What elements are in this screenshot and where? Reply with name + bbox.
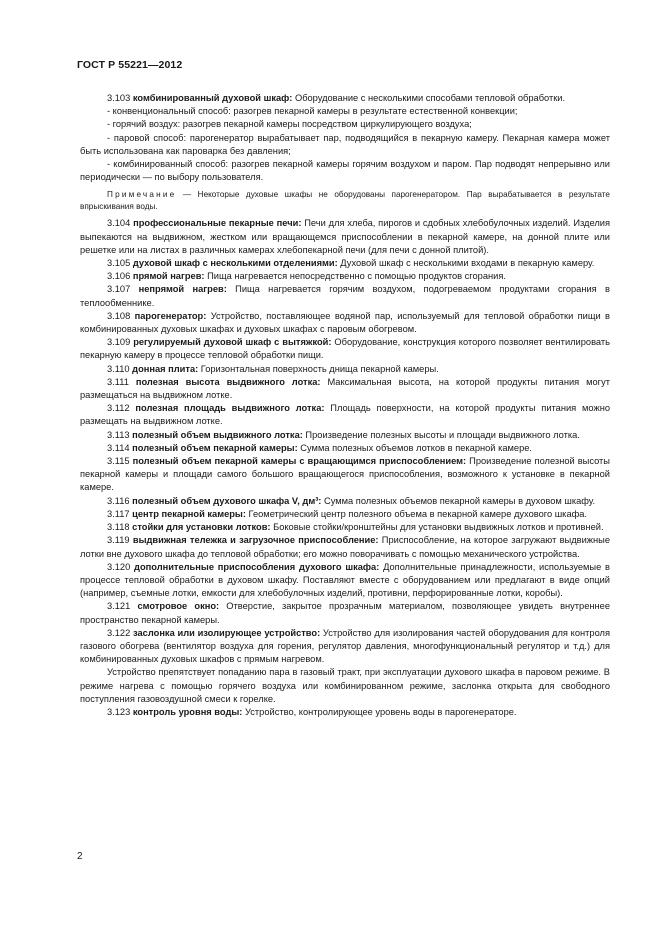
- definition-number: 3.110: [107, 363, 130, 374]
- definition-text: Пища нагревается горячим воздухом, подогреваемом продуктами сгорания в теплообменнике.: [80, 284, 610, 308]
- definition-term: профессиональные пекарные печи:: [133, 218, 302, 229]
- definition-text: Печи для хлеба, пирогов и сдобных хлебобулочных изделий. Изделия выпекаются на выдвижном, жестком или вращающемся приспособлении в пекарной камере, на донной плите или решетке или на листах в различных камерах хлебопекарной печи (для печи с донной плитой).: [80, 218, 610, 255]
- definition-term: духовой шкаф с несколькими отделениями:: [132, 258, 338, 269]
- note: [80, 189, 610, 213]
- definition-entry: [80, 217, 610, 257]
- definition-text: Оборудование с несколькими способами тепловой обработки.: [292, 93, 566, 103]
- definition-term: смотровое окно:: [137, 601, 220, 612]
- definition-text: Сумма полезных объемов пекарной камеры в духовом шкафу.: [321, 495, 596, 506]
- definition-entry: [80, 455, 610, 495]
- document-body: [80, 92, 610, 719]
- definition-entry: [80, 627, 610, 667]
- definition-number: 3.122: [107, 627, 131, 638]
- definition-number: 3.106: [107, 271, 131, 282]
- definition-number: 3.112: [107, 403, 130, 414]
- definition-entry: [80, 429, 610, 442]
- definition-text: Духовой шкаф с несколькими входами в пекарную камеру.: [337, 258, 595, 269]
- definition-text: Дополнительные принадлежности, используемые в процессе тепловой обработки в духовом шкафу. Поставляют вместе с оборудованием или предлагают в виде опций (например, съемные лотки, емкости для хлебобулочных изделий, противни, перфорированные лотки, коробы).: [80, 561, 610, 599]
- note-text: — Некоторые духовые шкафы не оборудованы парогенератором. Пар вырабатывается в результате впрыскивания воды.: [80, 190, 610, 212]
- definition-entry: [80, 257, 610, 270]
- list-item: - паровой способ: парогенератор вырабатывает пар, подводящийся в пекарную камеру. Пекарная камера может быть использована как пароварка без давления;: [80, 132, 610, 156]
- list-item: - горячий воздух: разогрев пекарной камеры посредством циркулирующего воздуха;: [107, 119, 472, 130]
- definition-entry: [80, 534, 610, 560]
- definition-3103: [80, 92, 610, 105]
- definition-number: 3.116: [107, 495, 130, 506]
- definition-term: прямой нагрев:: [132, 271, 205, 282]
- definition-entry: [80, 270, 610, 283]
- definition-text: Отверстие, закрытое прозрачным материалом, позволяющее увидеть внутреннее пространство пекарной камеры.: [80, 601, 611, 625]
- paragraph-3122-continuation: Устройство препятствует попаданию пара в газовый тракт, при эксплуатации духового шкафа в паровом режиме. В режиме нагрева с помощью горячего воздуха или комбинированном режиме, заслонка открыта для свободного поступления газовоздушной смеси к горелке.: [80, 667, 610, 704]
- definition-entry: [80, 376, 610, 402]
- definition-text: Максимальная высота, на которой продукты питания могут размещаться на выдвижном лотке.: [80, 376, 610, 401]
- definition-number: 3.108: [107, 310, 131, 321]
- definition-term: комбинированный духовой шкаф:: [132, 93, 293, 103]
- definition-text: Сумма полезных объемов лотков в пекарной камере.: [297, 442, 533, 453]
- definition-entry: [80, 521, 610, 534]
- definition-term: полезный объем выдвижного лотка:: [132, 429, 303, 440]
- note-label: Примечание: [107, 190, 177, 200]
- definition-entry: [80, 283, 610, 309]
- definition-text: Произведение полезной высоты пекарной камеры и площади самого большого вращающегося приспособления, возможного к установке в пекарной камере.: [80, 456, 610, 493]
- definition-term: полезная площадь выдвижного лотка:: [135, 403, 325, 414]
- definition-number: 3.118: [107, 522, 130, 533]
- definition-text: Приспособление, на которое загружают выдвижные лотки вне духового шкафа до тепловой обработки; его можно поворачивать с помощью механического устройства.: [80, 535, 610, 559]
- definition-entry: [80, 310, 610, 336]
- definition-term: заслонка или изолирующее устройство:: [133, 627, 321, 638]
- definition-entry: [80, 402, 610, 428]
- definition-number: 3.119: [107, 535, 130, 546]
- definition-number: 3.115: [107, 456, 130, 467]
- definition-text: Произведение полезных высоты и площади выдвижного лотка.: [302, 429, 580, 440]
- definition-term: полезная высота выдвижного лотка:: [135, 376, 321, 387]
- definition-text: Оборудование, конструкция которого позволяет вентилировать пекарную камеру в процессе тепловой обработки пищи.: [80, 337, 610, 361]
- definition-entry: [80, 442, 610, 455]
- definition-number: 3.105: [107, 258, 131, 269]
- definition-entry: [80, 336, 610, 362]
- definition-number: 3.109: [107, 337, 131, 348]
- definition-3123: [80, 706, 610, 719]
- definition-term: контроль уровня воды:: [132, 706, 243, 717]
- definition-text: Устройство для изолирования частей оборудования для контроля газового обогрева (вентилятор воздуха для горения, регулятор давления, многофункциональный регулятор и т.д.) для комбинированных духовых шкафов с прямым нагревом.: [80, 627, 610, 665]
- definition-term: непрямой нагрев:: [138, 284, 227, 295]
- definition-text: Площадь поверхности, на которой продукты питания можно размещать на выдвижном лотке.: [80, 403, 610, 427]
- definition-term: донная плита:: [132, 363, 199, 374]
- definition-number: 3.111: [107, 376, 129, 387]
- definition-number: 3.104: [107, 218, 131, 229]
- definition-text: Устройство, поставляющее водяной пар, используемый для тепловой обработки пищи в комбинированных духовых шкафах и духовых шкафах с паровым обогревом.: [80, 310, 611, 335]
- definition-number: 3.123: [107, 706, 131, 717]
- definition-term: выдвижная тележка и загрузочное приспособление:: [132, 535, 379, 546]
- definition-entry: [80, 561, 610, 601]
- definition-number: 3.113: [107, 429, 130, 440]
- list-item: - комбинированный способ: разогрев пекарной камеры горячим воздухом и паром. Пар подводят непрерывно или периодически — по выбору пользователя.: [80, 159, 610, 183]
- definitions-list: [80, 217, 610, 666]
- definition-number: 3.117: [107, 508, 130, 519]
- definition-number: 3.121: [107, 601, 131, 612]
- definition-entry: [80, 508, 610, 521]
- definition-term: полезный объем духового шкафа V, дм³:: [132, 495, 322, 506]
- definition-text: Боковые стойки/кронштейны для установки выдвижных лотков и противней.: [270, 522, 604, 533]
- list-item: - конвенциональный способ: разогрев пекарной камеры в результате естественной конвекции;: [107, 106, 518, 117]
- definition-term: полезный объем пекарной камеры с вращающимся приспособлением:: [132, 456, 467, 467]
- definition-text: Горизонтальная поверхность днища пекарной камеры.: [198, 363, 439, 374]
- definition-entry: [80, 600, 610, 626]
- definition-text: Геометрический центр полезного объема в пекарной камере духового шкафа.: [245, 508, 588, 519]
- definition-number: 3.107: [107, 284, 131, 295]
- definition-term: полезный объем пекарной камеры:: [132, 442, 298, 453]
- definition-term: центр пекарной камеры:: [132, 508, 246, 519]
- definition-text: Устройство, контролирующее уровень воды в парогенераторе.: [242, 706, 517, 717]
- document-header: ГОСТ Р 55221—2012: [77, 59, 183, 71]
- definition-entry: [80, 363, 610, 376]
- definition-text: Пища нагревается непосредственно с помощью продуктов сгорания.: [204, 271, 506, 282]
- definition-term: регулируемый духовой шкаф с вытяжкой:: [133, 337, 332, 348]
- definition-number: 3.114: [107, 442, 130, 453]
- page-number: 2: [77, 851, 83, 862]
- definition-entry: [80, 495, 610, 508]
- definition-term: парогенератор:: [134, 310, 207, 321]
- definition-number: 3.120: [107, 561, 131, 572]
- definition-number: 3.103: [107, 93, 131, 103]
- definition-term: стойки для установки лотков:: [132, 522, 271, 533]
- definition-term: дополнительные приспособления духового шкафа:: [134, 561, 380, 572]
